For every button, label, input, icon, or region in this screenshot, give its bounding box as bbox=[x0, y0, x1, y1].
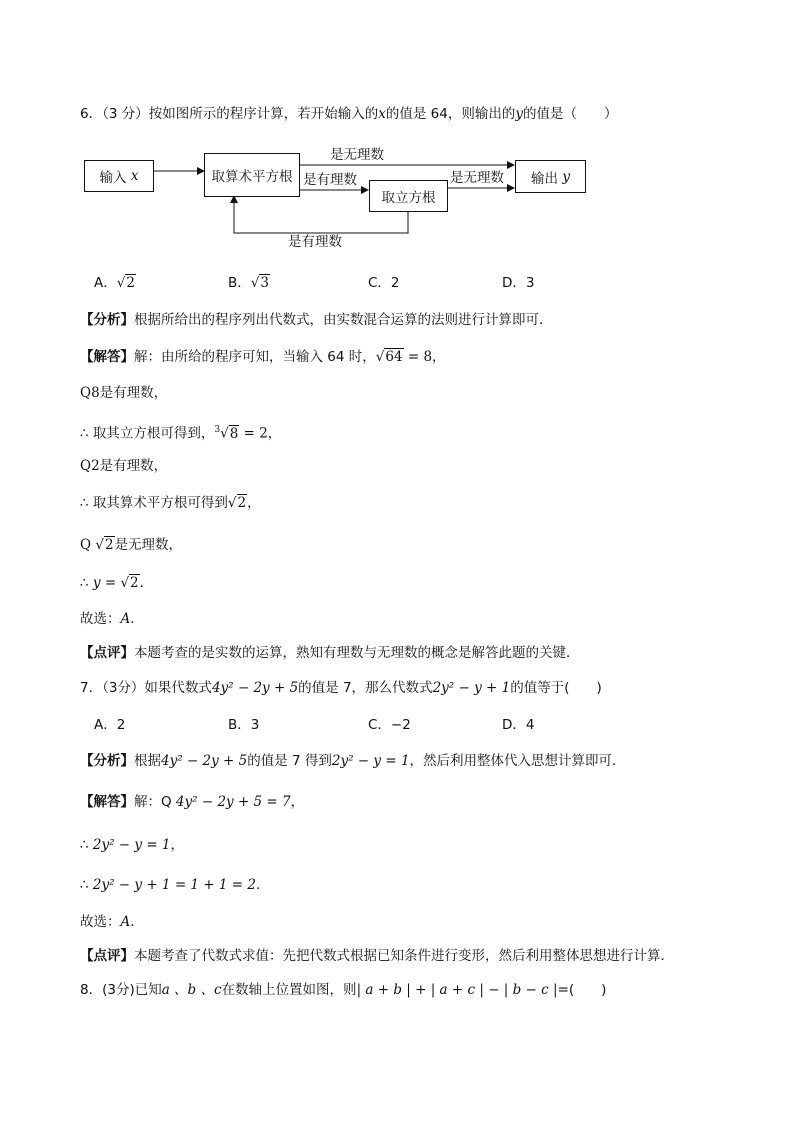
flow-label-right: 是无理数 bbox=[450, 170, 504, 186]
q6-answer-l7e: ． bbox=[139, 575, 154, 591]
q6-flowchart bbox=[0, 0, 794, 260]
flow-label-mid: 是有理数 bbox=[303, 172, 357, 188]
q6-answer-l7d: 2 bbox=[130, 575, 139, 591]
q7-comment-text: 本题考查了代数式求值：先把代数式根据已知条件进行变形，然后利用整体思想进行计算． bbox=[134, 948, 674, 964]
q6-answer-l3d: = 2， bbox=[239, 425, 282, 442]
q6-answer-line6: Q √2是无理数， bbox=[80, 537, 183, 553]
q7-answer-l3c: ． bbox=[255, 877, 270, 893]
q6-answer-line2 bbox=[80, 384, 167, 402]
q7-choice-b: B．3 bbox=[228, 717, 260, 733]
q7-choice-c: C．−2 bbox=[368, 717, 411, 733]
q8-stem bbox=[80, 981, 606, 999]
q6-answer-l3c: 8 bbox=[229, 425, 239, 442]
q6-answer-line1: 【解答】解：由所给的程序可知，当输入 64 时，√64 = 8， bbox=[80, 349, 446, 365]
q6-select-c: ． bbox=[130, 611, 144, 627]
q6-select-a: 故选： bbox=[80, 611, 121, 627]
q7-analysis-tag: 【分析】 bbox=[80, 753, 134, 769]
flow-output-var: y bbox=[562, 168, 570, 185]
q6-choice-c: C．2 bbox=[368, 275, 400, 291]
flow-input-var: x bbox=[130, 168, 139, 184]
q7-analysis-a: 根据 bbox=[134, 753, 161, 769]
q7-comment-tag: 【点评】 bbox=[80, 948, 134, 964]
q7-answer-l1a: 解：Q bbox=[134, 794, 176, 810]
q6-answer-l6c: 是无理数， bbox=[114, 537, 183, 553]
q6-stem-a: 6．（3 分）按如图所示的程序计算，若开始输入的 bbox=[80, 106, 379, 122]
q6-answer-l5b: 2 bbox=[237, 495, 247, 511]
q6-answer-l5a: ∴ 取其算术平方根可得到 bbox=[80, 495, 228, 511]
q7-analysis-e: ，然后利用整体代入思想计算即可． bbox=[409, 753, 626, 769]
q6-choice-a-label: A． bbox=[94, 275, 117, 291]
q7-expr2: 2y² − y + 1 bbox=[432, 680, 511, 696]
q6-comment-tag: 【点评】 bbox=[80, 645, 134, 661]
q6-answer-tag: 【解答】 bbox=[80, 349, 134, 365]
q6-answer-l1b: 64 bbox=[385, 349, 403, 365]
q6-answer-l1a: 解：由所给的程序可知，当输入 64 时， bbox=[134, 349, 376, 365]
q7-stem bbox=[80, 679, 602, 697]
q6-answer-l3a: ∴ 取其立方根可得到， bbox=[80, 425, 215, 442]
flow-output-label: 输出 bbox=[531, 170, 559, 187]
q7-answer-l2a: ∴ bbox=[80, 837, 93, 853]
q6-var-x: x bbox=[378, 106, 386, 122]
q7-answer-tag: 【解答】 bbox=[80, 794, 134, 810]
q6-answer-line3: ∴ 取其立方根可得到，$^3$√8 = 2， bbox=[80, 425, 282, 442]
q7-answer-l2b: 2y² − y = 1 bbox=[92, 837, 171, 853]
q6-answer-l7c: = bbox=[100, 575, 121, 591]
q7-answer-l1b: 4y² − 2y + 5 = 7 bbox=[175, 794, 291, 810]
q6-select-b: A bbox=[120, 611, 131, 627]
q8-stem-b: 在数轴上位置如图，则 bbox=[221, 982, 357, 998]
q6-analysis-tag: 【分析】 bbox=[80, 312, 134, 328]
flow-cbrt-label: 取立方根 bbox=[381, 190, 436, 206]
q6-answer-l5c: ， bbox=[247, 495, 261, 511]
q6-analysis bbox=[80, 311, 553, 329]
q7-select-b: A bbox=[120, 914, 131, 930]
q7-answer-l1c: ， bbox=[290, 794, 305, 810]
q7-answer-l3b: 2y² − y + 1 = 1 + 1 = 2 bbox=[92, 877, 256, 893]
q8-expr: | a + b | + | a + c | − | b − c |= bbox=[356, 982, 569, 998]
q6-answer-l3b: 3 bbox=[214, 425, 221, 435]
q7-analysis bbox=[80, 752, 626, 770]
flow-sqrt-label: 取算术平方根 bbox=[211, 169, 293, 185]
q6-answer-l7b: y bbox=[92, 575, 101, 591]
q7-answer-line1 bbox=[80, 793, 304, 811]
q8-stem-a: 8．(3分)已知 bbox=[80, 982, 162, 998]
q7-choice-a: A．2 bbox=[94, 717, 126, 733]
q6-select bbox=[80, 610, 144, 628]
q7-select bbox=[80, 913, 144, 931]
q6-choice-d: D．3 bbox=[502, 275, 535, 291]
q6-comment bbox=[80, 644, 580, 662]
q6-choice-b-value: 3 bbox=[260, 275, 269, 291]
q6-answer-l1c: = 8， bbox=[403, 349, 446, 365]
q6-stem-b: 的值是 64，则输出的 bbox=[385, 106, 516, 122]
q6-answer-l4: Q2是有理数， bbox=[80, 458, 168, 474]
q6-var-y: y bbox=[515, 106, 523, 122]
flowchart-arrows bbox=[0, 0, 794, 260]
flow-label-loop: 是有理数 bbox=[288, 234, 342, 250]
q7-analysis-b: 4y² − 2y + 5 bbox=[161, 753, 248, 769]
q6-answer-line7: ∴ y = √2． bbox=[80, 575, 154, 591]
q6-answer-l2: Q8是有理数， bbox=[80, 385, 168, 401]
q7-answer-line2 bbox=[80, 836, 184, 854]
q7-analysis-c: 的值是 7 得到 bbox=[247, 753, 332, 769]
q7-answer-l2c: ， bbox=[170, 837, 185, 853]
q6-choice-b: B．√3 bbox=[228, 275, 269, 291]
q7-stem-b: 的值是 7，那么代数式 bbox=[298, 680, 433, 696]
q6-answer-line5: ∴ 取其算术平方根可得到√2， bbox=[80, 495, 261, 511]
flow-cbrt-box bbox=[369, 180, 448, 212]
q6-choice-a: A．√2 bbox=[94, 275, 135, 291]
q7-stem-a: 7．（3分）如果代数式 bbox=[80, 680, 212, 696]
q7-choice-d: D．4 bbox=[502, 717, 535, 733]
q8-vars: a 、b 、c bbox=[161, 982, 222, 998]
q6-answer-l6a: Q bbox=[80, 537, 96, 553]
flow-sqrt-box bbox=[204, 153, 300, 197]
q6-analysis-text: 根据所给出的程序列出代数式，由实数混合运算的法则进行计算即可． bbox=[134, 312, 553, 328]
q6-stem-c: 的值是（ ） bbox=[522, 106, 618, 122]
q7-comment bbox=[80, 947, 674, 965]
q6-comment-text: 本题考查的是实数的运算，熟知有理数与无理数的概念是解答此题的关键． bbox=[134, 645, 580, 661]
flow-output-box bbox=[515, 160, 586, 193]
q7-stem-c: 的值等于( ) bbox=[510, 680, 602, 696]
q6-answer-l6b: 2 bbox=[104, 537, 114, 553]
q7-select-c: ． bbox=[130, 914, 144, 930]
q7-select-a: 故选： bbox=[80, 914, 121, 930]
flow-label-top: 是无理数 bbox=[330, 147, 384, 163]
flow-input-box bbox=[84, 160, 154, 192]
q8-stem-c: ( ) bbox=[568, 982, 607, 998]
q6-answer-l7a: ∴ bbox=[80, 575, 93, 591]
q7-analysis-d: 2y² − y = 1 bbox=[331, 753, 410, 769]
q6-choice-b-label: B． bbox=[228, 275, 251, 291]
q6-answer-line4 bbox=[80, 457, 167, 475]
q7-answer-line3 bbox=[80, 876, 269, 894]
q7-expr1: 4y² − 2y + 5 bbox=[211, 680, 299, 696]
flow-input-label: 输入 bbox=[99, 170, 127, 186]
q6-choice-a-value: 2 bbox=[126, 275, 135, 291]
q7-answer-l3a: ∴ bbox=[80, 877, 93, 893]
